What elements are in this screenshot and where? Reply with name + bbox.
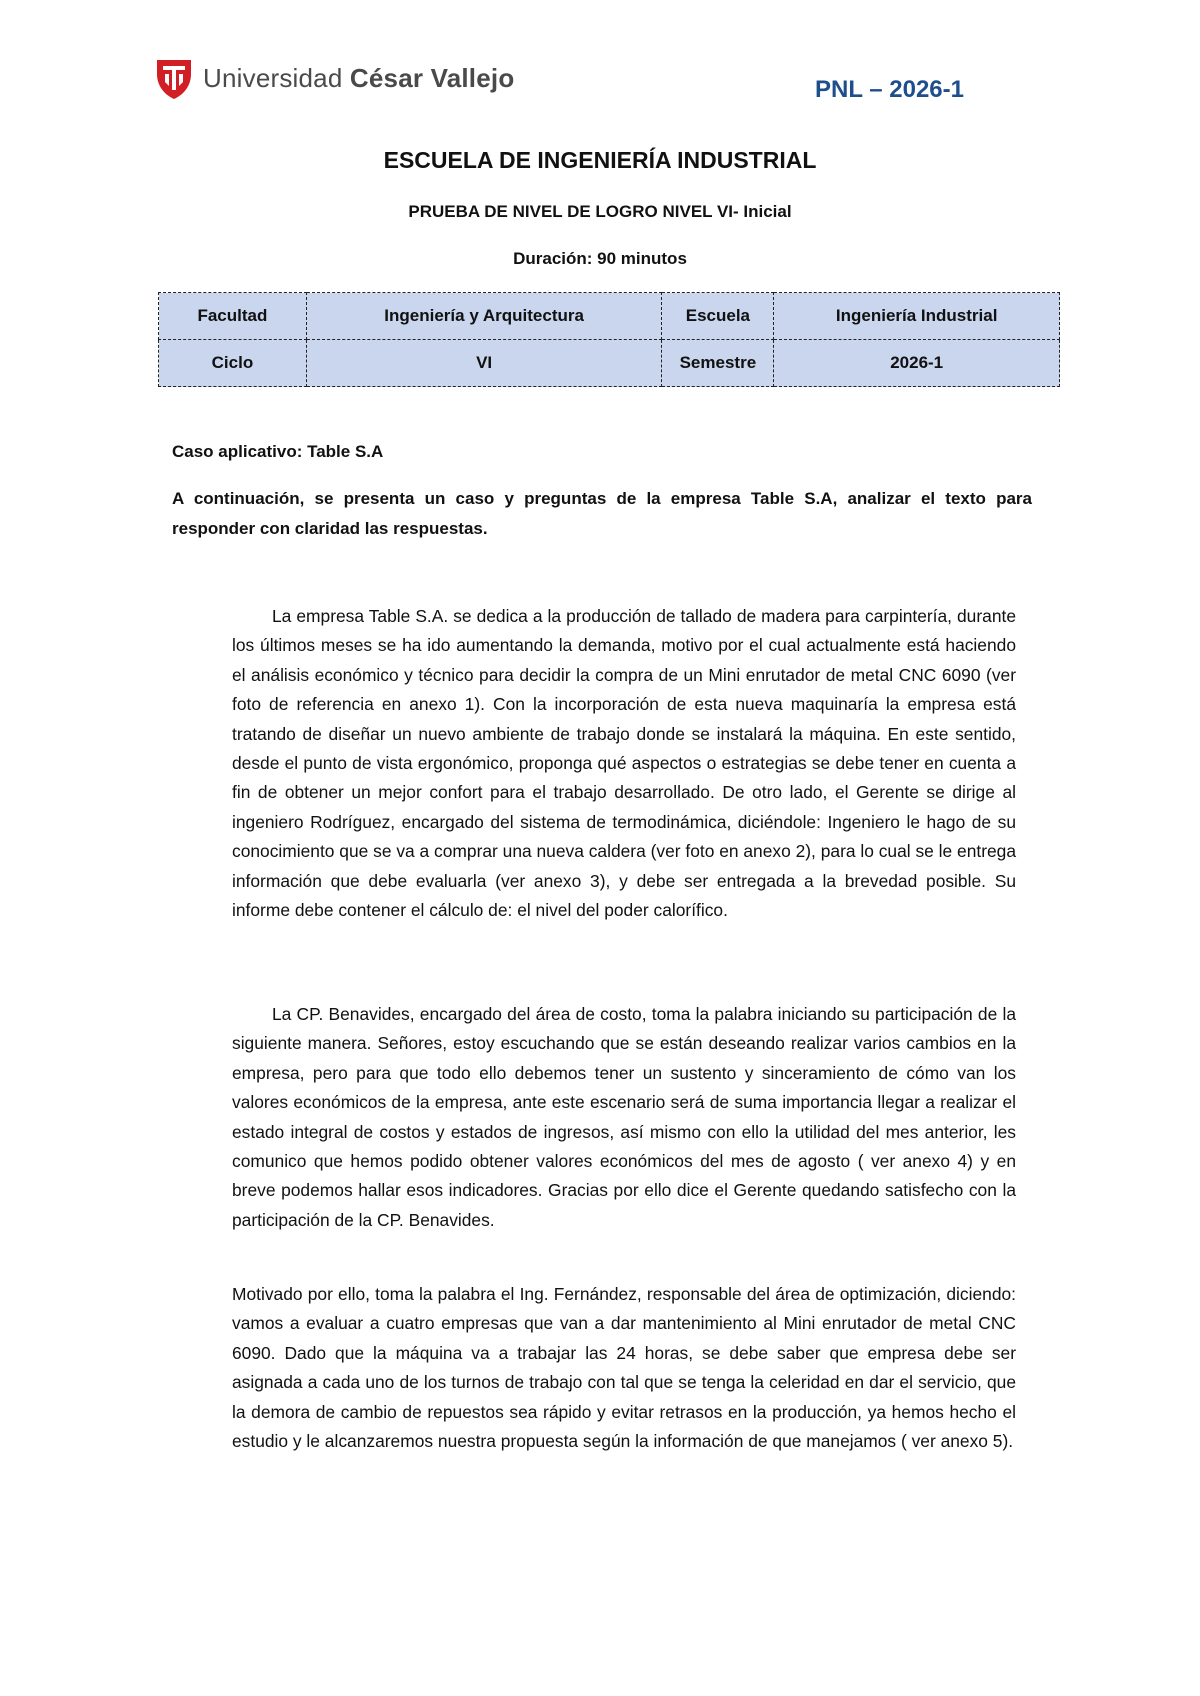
exam-code: PNL – 2026-1 bbox=[815, 76, 964, 103]
value-faculty: Ingeniería y Arquitectura bbox=[306, 293, 662, 340]
value-school: Ingeniería Industrial bbox=[774, 293, 1060, 340]
info-row-faculty bbox=[159, 293, 1060, 340]
ucv-shield-icon bbox=[155, 56, 193, 100]
exam-duration: Duración: 90 minutos bbox=[513, 249, 687, 268]
case-paragraph-3: Motivado por ello, toma la palabra el Ing. Fernández, responsable del área de optimización, diciendo: vamos a evaluar a cuatro empresas que van a dar mantenimiento al Mini enrutador de metal CNC 6090. Dado que la máquina va a trabajar las 24 horas, se debe saber que empresa debe ser asignada a cada uno de los turnos de trabajo con tal que se tenga la celeridad en dar el servicio, que la demora de cambio de repuestos sea rápido y evitar retrasos en la producción, ya hemos hecho el estudio y le alcanzaremos nuestra propuesta según la información de que manejamos ( ver anexo 5). bbox=[232, 1284, 1016, 1452]
case-paragraph-2: La CP. Benavides, encargado del área de costo, toma la palabra iniciando su participación de la siguiente manera. Señores, estoy escuchando que se están deseando realizar varios cambios en la empresa, pero para que todo ello debemos tener un sustento y sinceramiento de cómo van los valores económicos de la empresa, ante este escenario será de suma importancia llegar a realizar el estado integral de costos y estados de ingresos, así mismo con ello la utilidad del mes anterior, les comunico que hemos podido obtener valores económicos del mes de agosto ( ver anexo 4) y en breve podemos hallar esos indicadores. Gracias por ello dice el Gerente quedando satisfecho con la participación de la CP. Benavides. bbox=[232, 1004, 1016, 1230]
school-title: ESCUELA DE INGENIERÍA INDUSTRIAL bbox=[383, 147, 817, 173]
label-semester: Semestre bbox=[662, 340, 774, 387]
exam-subtitle: PRUEBA DE NIVEL DE LOGRO NIVEL VI- Inicial bbox=[408, 202, 792, 221]
label-faculty: Facultad bbox=[159, 293, 307, 340]
label-school: Escuela bbox=[662, 293, 774, 340]
case-heading: Caso aplicativo: Table S.A bbox=[172, 442, 384, 461]
university-name: Universidad César Vallejo bbox=[203, 62, 515, 93]
value-semester: 2026-1 bbox=[774, 340, 1060, 387]
case-paragraph-1: La empresa Table S.A. se dedica a la producción de tallado de madera para carpintería, durante los últimos meses se ha ido aumentando la demanda, motivo por el cual actualmente está haciendo el análisis económico y técnico para decidir la compra de un Mini enrutador de metal CNC 6090 (ver foto de referencia en anexo 1). Con la incorporación de esta nueva maquinaría la empresa está tratando de diseñar un nuevo ambiente de trabajo donde se instalará la máquina. En este sentido, desde el punto de vista ergonómico, proponga qué aspectos o estrategias se debe tener en cuenta a fin de obtener un mejor confort para el trabajo desarrollado. De otro lado, el Gerente se dirige al ingeniero Rodríguez, encargado del sistema de termodinámica, diciéndole: Ingeniero le hago de su conocimiento que se va a comprar una nueva caldera (ver foto en anexo 2), para lo cual se le entrega información que debe evaluarla (ver anexo 3), y debe ser entregada a la brevedad posible. Su informe debe contener el cálculo de: el nivel del poder calorífico. bbox=[232, 606, 1017, 921]
case-intro: A continuación, se presenta un caso y preguntas de la empresa Table S.A, analizar el texto para responder con claridad las respuestas. bbox=[172, 489, 1032, 538]
university-logo bbox=[155, 55, 514, 101]
info-row-cycle bbox=[159, 340, 1060, 387]
value-cycle: VI bbox=[306, 340, 662, 387]
label-cycle: Ciclo bbox=[159, 340, 307, 387]
info-table bbox=[158, 292, 1060, 387]
